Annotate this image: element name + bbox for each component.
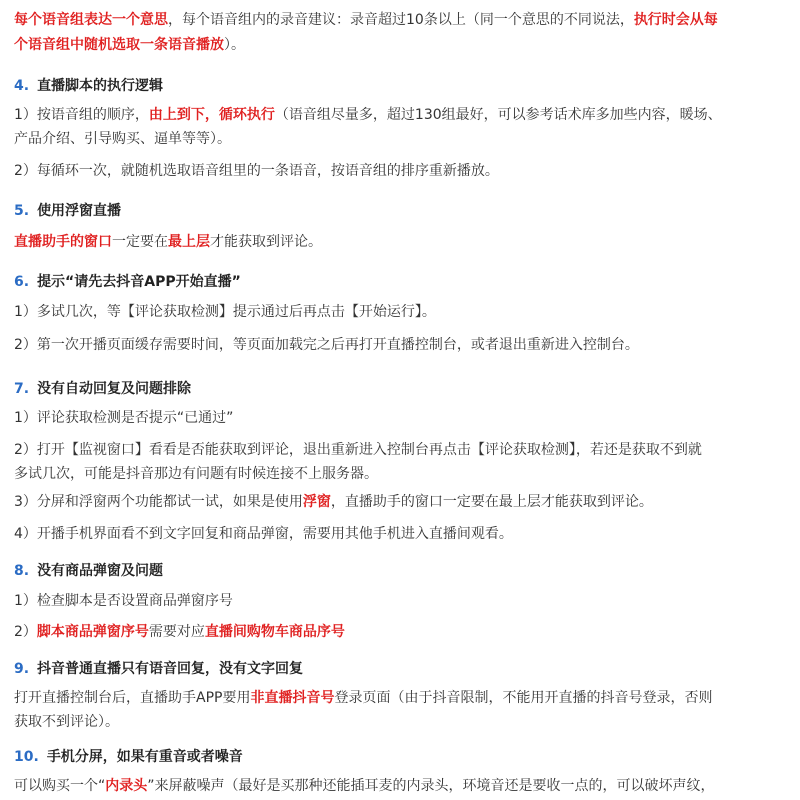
body-text: （语音组尽量多，超过130组最好，可以参考话术库多加些内容，暖场、: [274, 107, 722, 123]
highlight-text: 直播助手的窗口: [14, 234, 112, 250]
body-text: 才能获取到评论。: [210, 234, 322, 250]
section-number: 9.: [14, 661, 30, 677]
section-title: 没有自动回复及问题排除: [37, 381, 192, 397]
section-6-heading: [14, 272, 241, 292]
s4-paragraph-1-cont: [14, 129, 790, 149]
s9-paragraph-1-cont: [14, 712, 790, 732]
body-text: 打开直播控制台后，直播助手APP要用: [14, 690, 251, 706]
section-title: 使用浮窗直播: [37, 203, 122, 219]
s7-paragraph-3: [14, 492, 790, 512]
section-title: 抖音普通直播只有语音回复，没有文字回复: [37, 661, 304, 677]
intro-line-1: [14, 10, 790, 30]
s7-paragraph-2-cont: [14, 464, 790, 484]
body-text: ”来屏蔽噪声（最好是买那种还能插耳麦的内录头，环境音还是要收一点的，可以破坏声纹，: [147, 778, 715, 794]
section-number: 5.: [14, 203, 30, 219]
section-title: 直播脚本的执行逻辑: [37, 78, 164, 94]
body-text: 产品介绍、引导购买、逼单等等）。: [14, 131, 231, 147]
body-text: 2）打开【监视窗口】看看是否能获取到评论，退出重新进入控制台再点击【评论获取检测】，若还是获取不到就: [14, 442, 702, 458]
highlight-text: 非直播抖音号: [250, 690, 335, 706]
s4-paragraph-1: [14, 105, 790, 125]
body-text: 多试几次，可能是抖音那边有问题有时候连接不上服务器。: [14, 466, 378, 482]
body-text: 1）评论获取检测是否提示“已通过”: [14, 410, 234, 426]
section-title: 没有商品弹窗及问题: [37, 563, 164, 579]
body-text: ）。: [224, 37, 245, 53]
section-number: 7.: [14, 381, 30, 397]
intro-line-2: [14, 35, 790, 55]
s8-paragraph-2: [14, 622, 790, 642]
s6-paragraph-2: [14, 335, 790, 355]
section-number: 4.: [14, 78, 30, 94]
highlight-text: 执行时会从每: [633, 12, 718, 28]
body-text: 可以购买一个“: [14, 778, 106, 794]
body-text: 需要对应: [148, 624, 205, 640]
body-text: 登录页面（由于抖音限制，不能用开直播的抖音号登录，否则: [334, 690, 713, 706]
s7-paragraph-4: [14, 524, 790, 544]
body-text: 1）多试几次，等【评论获取检测】提示通过后再点击【开始运行】。: [14, 304, 436, 320]
body-text: 1）检查脚本是否设置商品弹窗序号: [14, 593, 233, 609]
section-number: 6.: [14, 274, 30, 290]
s8-paragraph-1: [14, 591, 790, 611]
section-number: 10.: [14, 749, 39, 765]
s10-paragraph-1: [14, 776, 790, 796]
section-10-heading: [14, 747, 243, 767]
body-text: 4）开播手机界面看不到文字回复和商品弹窗，需要用其他手机进入直播间观看。: [14, 526, 513, 542]
highlight-text: 由上到下，循环执行: [148, 107, 275, 123]
s7-paragraph-1: [14, 408, 790, 428]
highlight-text: 脚本商品弹窗序号: [36, 624, 149, 640]
body-text: 1）按语音组的顺序，: [14, 107, 149, 123]
highlight-text: 内录头: [105, 778, 148, 794]
section-title: 手机分屏，如果有重音或者噪音: [46, 749, 243, 765]
section-number: 8.: [14, 563, 30, 579]
s4-paragraph-2: [14, 161, 790, 181]
body-text: 2）每循环一次，就随机选取语音组里的一条语音，按语音组的排序重新播放。: [14, 163, 499, 179]
highlight-text: 直播间购物车商品序号: [204, 624, 345, 640]
section-4-heading: [14, 76, 163, 96]
s5-paragraph-1: [14, 232, 790, 252]
section-9-heading: [14, 659, 303, 679]
highlight-text: 最上层: [168, 234, 210, 250]
highlight-text: 每个语音组表达一个意思: [14, 12, 168, 28]
body-text: ，直播助手的窗口一定要在最上层才能获取到评论。: [330, 494, 653, 510]
highlight-text: 浮窗: [302, 494, 331, 510]
body-text: 3）分屏和浮窗两个功能都试一试，如果是使用: [14, 494, 303, 510]
section-5-heading: [14, 201, 121, 221]
body-text: 一定要在: [112, 234, 168, 250]
section-7-heading: [14, 379, 191, 399]
s9-paragraph-1: [14, 688, 790, 708]
body-text: ，每个语音组内的录音建议：录音超过10条以上（同一个意思的不同说法，: [168, 12, 634, 28]
body-text: 2）第一次开播页面缓存需要时间，等页面加载完之后再打开直播控制台，或者退出重新进入控制台。: [14, 337, 639, 353]
highlight-text: 个语音组中随机选取一条语音播放: [14, 37, 224, 53]
section-8-heading: [14, 561, 163, 581]
body-text: 获取不到评论）。: [14, 714, 119, 730]
body-text: 2）: [14, 624, 37, 640]
s7-paragraph-2: [14, 440, 790, 460]
s6-paragraph-1: [14, 302, 790, 322]
section-title: 提示“请先去抖音APP开始直播”: [37, 274, 241, 290]
